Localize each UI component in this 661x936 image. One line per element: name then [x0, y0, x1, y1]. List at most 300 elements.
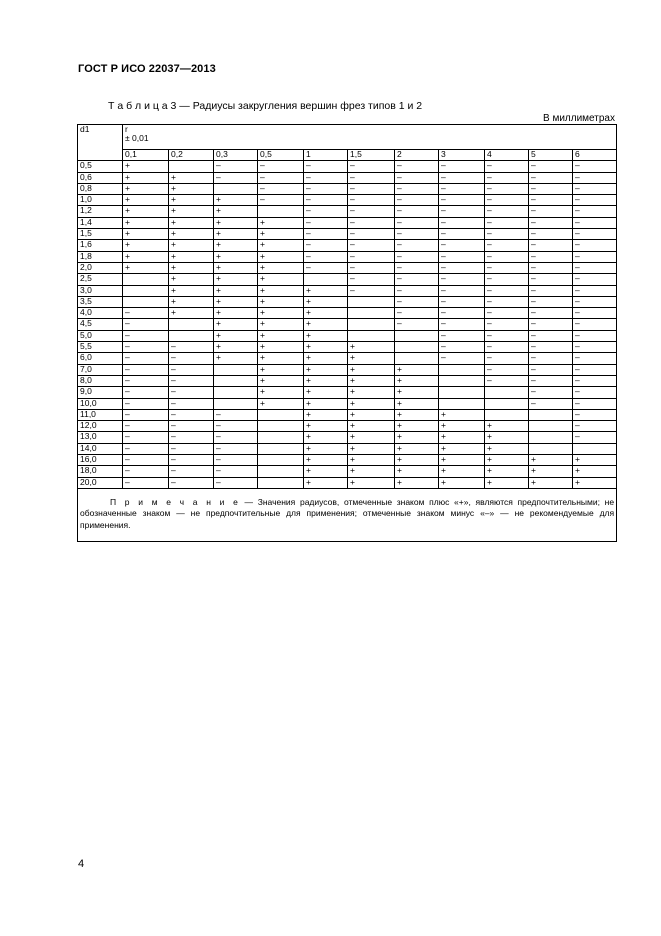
header-r-value: 4 — [485, 150, 529, 161]
table-row — [78, 409, 617, 420]
table-cell: + — [214, 229, 258, 240]
table-cell: – — [485, 161, 529, 172]
row-d1: 1,0 — [78, 195, 123, 206]
table-cell: – — [214, 421, 258, 432]
table-cell — [348, 308, 395, 319]
table-cell: + — [348, 353, 395, 364]
table-cell: + — [304, 308, 348, 319]
note-label: П р и м е ч а н и е — [110, 496, 240, 507]
table-cell — [348, 319, 395, 330]
row-d1: 10,0 — [78, 398, 123, 409]
table-row — [78, 319, 617, 330]
table-cell: – — [169, 375, 214, 386]
table-cell: – — [529, 364, 573, 375]
table-row — [78, 375, 617, 386]
table-cell: + — [573, 477, 617, 488]
table-row — [78, 195, 617, 206]
row-d1: 5,5 — [78, 342, 123, 353]
table-cell: – — [304, 183, 348, 194]
table-cell: + — [395, 443, 439, 454]
table-cell: – — [395, 206, 439, 217]
table-cell: + — [123, 161, 169, 172]
table-row — [78, 421, 617, 432]
table-cell: – — [529, 387, 573, 398]
table-cell: + — [123, 172, 169, 183]
table-cell: – — [169, 432, 214, 443]
table-cell: + — [348, 387, 395, 398]
table-cell: + — [169, 251, 214, 262]
table-cell: – — [529, 161, 573, 172]
table-cell: – — [485, 251, 529, 262]
table-cell: + — [214, 330, 258, 341]
header-r-value: 6 — [573, 150, 617, 161]
table-row — [78, 217, 617, 228]
table-cell: – — [529, 330, 573, 341]
page-number: 4 — [78, 858, 85, 870]
row-d1: 11,0 — [78, 409, 123, 420]
table-cell: + — [395, 432, 439, 443]
table-cell: + — [169, 262, 214, 273]
table-cell — [485, 409, 529, 420]
table-cell: + — [258, 274, 304, 285]
table-cell: – — [439, 251, 485, 262]
table-cell: + — [304, 432, 348, 443]
table-cell: + — [395, 387, 439, 398]
table-cell: + — [214, 274, 258, 285]
table-cell: – — [529, 308, 573, 319]
table-cell: + — [169, 195, 214, 206]
table-cell: – — [485, 172, 529, 183]
table-cell: – — [439, 353, 485, 364]
table-cell: + — [439, 443, 485, 454]
table-cell: – — [214, 161, 258, 172]
table-cell: + — [395, 398, 439, 409]
table-cell: + — [169, 172, 214, 183]
table-cell: – — [123, 353, 169, 364]
table-cell — [348, 296, 395, 307]
table-cell: + — [348, 375, 395, 386]
table-cell: + — [214, 308, 258, 319]
table-cell: + — [439, 432, 485, 443]
row-d1: 9,0 — [78, 387, 123, 398]
table-cell: + — [304, 398, 348, 409]
table-row — [78, 364, 617, 375]
table-cell: – — [123, 443, 169, 454]
table-cell: – — [395, 217, 439, 228]
table-cell: – — [529, 375, 573, 386]
table-cell: + — [123, 195, 169, 206]
table-cell: – — [169, 455, 214, 466]
table-cell: + — [169, 217, 214, 228]
table-cell: – — [573, 432, 617, 443]
table-cell: – — [529, 296, 573, 307]
table-cell: + — [395, 466, 439, 477]
row-d1: 1,6 — [78, 240, 123, 251]
table-cell: – — [304, 240, 348, 251]
header-r-tolerance: ± 0,01 — [125, 133, 149, 143]
table-cell: – — [485, 183, 529, 194]
table-cell: + — [258, 342, 304, 353]
table-cell: – — [395, 229, 439, 240]
header-r-value: 1 — [304, 150, 348, 161]
table-cell: + — [214, 251, 258, 262]
table-cell: – — [258, 183, 304, 194]
row-d1: 20,0 — [78, 477, 123, 488]
table-caption: Т а б л и ц а 3 — Радиусы закругления вершин фрез типов 1 и 2 — [108, 100, 423, 112]
table-cell: + — [304, 319, 348, 330]
table-cell: – — [485, 274, 529, 285]
table-row — [78, 262, 617, 273]
table-cell: – — [395, 274, 439, 285]
table-cell: + — [304, 375, 348, 386]
table-cell — [485, 398, 529, 409]
table-cell: + — [485, 432, 529, 443]
table-cell: + — [304, 342, 348, 353]
table-cell: – — [123, 477, 169, 488]
table-cell: – — [485, 262, 529, 273]
table-cell: – — [214, 443, 258, 454]
table-cell: + — [439, 455, 485, 466]
table-cell: – — [395, 240, 439, 251]
table-cell: + — [304, 477, 348, 488]
table-cell: + — [214, 296, 258, 307]
table-cell: – — [214, 409, 258, 420]
row-d1: 0,5 — [78, 161, 123, 172]
header-d1: d1 — [78, 125, 123, 161]
table-cell: + — [214, 285, 258, 296]
table-cell: – — [439, 206, 485, 217]
table-cell: + — [123, 229, 169, 240]
table-row — [78, 206, 617, 217]
table-cell: + — [485, 466, 529, 477]
row-d1: 5,0 — [78, 330, 123, 341]
table-cell — [529, 421, 573, 432]
table-cell: + — [348, 342, 395, 353]
table-body — [78, 161, 617, 489]
table-cell: – — [439, 262, 485, 273]
row-d1: 1,8 — [78, 251, 123, 262]
table-cell: – — [485, 308, 529, 319]
table-cell: + — [258, 375, 304, 386]
table-cell: – — [573, 251, 617, 262]
table-cell: – — [529, 172, 573, 183]
table-row — [78, 387, 617, 398]
table-cell — [439, 387, 485, 398]
table-cell: + — [258, 353, 304, 364]
table-row — [78, 161, 617, 172]
row-d1: 18,0 — [78, 466, 123, 477]
table-cell — [169, 319, 214, 330]
table-row — [78, 285, 617, 296]
table-cell: – — [439, 240, 485, 251]
table-row — [78, 353, 617, 364]
table-cell: + — [258, 285, 304, 296]
table-cell: – — [573, 308, 617, 319]
table-cell: + — [258, 251, 304, 262]
table-cell: – — [169, 477, 214, 488]
table-cell: – — [395, 296, 439, 307]
table-cell: – — [258, 161, 304, 172]
table-cell: – — [123, 421, 169, 432]
table-cell: – — [573, 409, 617, 420]
table-cell: + — [304, 409, 348, 420]
table-cell: + — [258, 308, 304, 319]
table-cell: – — [395, 285, 439, 296]
table-cell: – — [169, 409, 214, 420]
table-cell: – — [169, 398, 214, 409]
table-cell: – — [573, 262, 617, 273]
table-cell — [214, 364, 258, 375]
table-cell: + — [258, 217, 304, 228]
table-cell: + — [304, 364, 348, 375]
table-cell: + — [439, 466, 485, 477]
table-cell: – — [169, 342, 214, 353]
table-cell: + — [214, 353, 258, 364]
table-cell — [123, 285, 169, 296]
table-cell: + — [123, 251, 169, 262]
table-cell: – — [348, 172, 395, 183]
table-cell: – — [573, 274, 617, 285]
table-cell: – — [485, 240, 529, 251]
table-row — [78, 183, 617, 194]
table-cell: – — [485, 375, 529, 386]
table-cell: + — [123, 206, 169, 217]
table-cell: – — [485, 217, 529, 228]
table-cell: – — [485, 364, 529, 375]
table-cell: + — [304, 285, 348, 296]
table-cell: – — [348, 161, 395, 172]
header-r-value: 0,2 — [169, 150, 214, 161]
table-cell: – — [169, 387, 214, 398]
table-cell: + — [258, 330, 304, 341]
table-cell: + — [123, 240, 169, 251]
table-cell: – — [169, 364, 214, 375]
note-text: — Значения радиусов, отмеченные знаком плюс «+», являются предпочтительными; не обозначенные знаком — не предпочтительные для применения; отмеченные знаком минус «–» — не рекомендуемые для применения. — [80, 496, 615, 530]
table-cell — [258, 443, 304, 454]
table-cell: + — [304, 421, 348, 432]
table-cell: – — [123, 330, 169, 341]
table-cell: + — [348, 432, 395, 443]
table-cell — [348, 330, 395, 341]
table-cell — [258, 409, 304, 420]
table-cell: – — [123, 364, 169, 375]
table-cell: – — [573, 161, 617, 172]
table-cell: + — [485, 477, 529, 488]
table-cell: – — [439, 183, 485, 194]
table-cell: – — [348, 183, 395, 194]
table-row — [78, 229, 617, 240]
table-cell: – — [529, 262, 573, 273]
table-cell: – — [573, 229, 617, 240]
table-cell: – — [348, 206, 395, 217]
table-cell: – — [485, 353, 529, 364]
table-cell: + — [258, 296, 304, 307]
table-cell: + — [169, 285, 214, 296]
table-cell: – — [214, 432, 258, 443]
table-cell — [214, 183, 258, 194]
table-cell: – — [573, 183, 617, 194]
table-row — [78, 274, 617, 285]
table-cell: + — [348, 477, 395, 488]
table-cell: – — [485, 229, 529, 240]
table-cell: – — [529, 195, 573, 206]
header-r-value: 0,3 — [214, 150, 258, 161]
table-cell: – — [573, 319, 617, 330]
row-d1: 0,8 — [78, 183, 123, 194]
table-cell: – — [214, 466, 258, 477]
table-cell: + — [304, 387, 348, 398]
table-cell: + — [304, 455, 348, 466]
table-cell: + — [304, 443, 348, 454]
table-cell: + — [214, 240, 258, 251]
table-cell: – — [123, 308, 169, 319]
table-cell: – — [214, 455, 258, 466]
header-r-symbol: r — [125, 124, 128, 134]
table-cell: – — [214, 477, 258, 488]
table-cell — [529, 409, 573, 420]
table-cell: – — [439, 217, 485, 228]
row-d1: 2,5 — [78, 274, 123, 285]
table-cell: – — [169, 443, 214, 454]
table-cell: – — [529, 398, 573, 409]
table-cell: – — [395, 319, 439, 330]
table-cell: – — [123, 398, 169, 409]
table-cell: + — [395, 421, 439, 432]
table-cell: – — [573, 296, 617, 307]
header-r-value: 5 — [529, 150, 573, 161]
table-cell — [169, 330, 214, 341]
table-cell — [439, 398, 485, 409]
table-cell — [485, 387, 529, 398]
table-cell: – — [348, 285, 395, 296]
table-row — [78, 251, 617, 262]
units-label: В миллиметрах — [543, 113, 615, 124]
table-cell: – — [395, 161, 439, 172]
table-cell: + — [529, 477, 573, 488]
table-cell — [123, 274, 169, 285]
table-cell: – — [348, 240, 395, 251]
table-cell: – — [573, 195, 617, 206]
table-row — [78, 443, 617, 454]
table-cell: + — [348, 398, 395, 409]
table-cell: – — [304, 217, 348, 228]
row-d1: 4,0 — [78, 308, 123, 319]
table-cell: – — [529, 206, 573, 217]
table-cell — [573, 443, 617, 454]
table-cell: – — [485, 342, 529, 353]
table-cell: – — [529, 229, 573, 240]
table-cell: + — [214, 262, 258, 273]
header-r-value: 0,1 — [123, 150, 169, 161]
note-row — [78, 488, 617, 541]
table-cell: – — [395, 308, 439, 319]
table-cell: – — [304, 229, 348, 240]
table-cell: – — [485, 296, 529, 307]
table-cell: – — [348, 229, 395, 240]
row-d1: 1,4 — [78, 217, 123, 228]
table-cell: – — [573, 353, 617, 364]
table-cell: – — [439, 319, 485, 330]
table-cell: + — [348, 409, 395, 420]
table-cell: – — [485, 285, 529, 296]
table-cell: + — [169, 183, 214, 194]
table-cell: + — [485, 443, 529, 454]
table-cell: – — [573, 330, 617, 341]
table-cell: + — [214, 319, 258, 330]
table-cell: + — [258, 387, 304, 398]
table-cell: + — [169, 308, 214, 319]
table-cell: + — [214, 217, 258, 228]
table-cell: – — [304, 262, 348, 273]
table-cell: – — [573, 172, 617, 183]
table-cell: + — [395, 477, 439, 488]
table-cell: + — [485, 421, 529, 432]
table-cell: – — [395, 183, 439, 194]
table-cell: – — [123, 319, 169, 330]
table-cell: – — [573, 217, 617, 228]
table-cell: + — [529, 455, 573, 466]
table-cell: – — [439, 161, 485, 172]
table-cell: + — [348, 421, 395, 432]
table-cell: – — [573, 398, 617, 409]
table-cell: + — [395, 364, 439, 375]
table-cell — [214, 398, 258, 409]
table-row — [78, 466, 617, 477]
table-cell: – — [348, 274, 395, 285]
table-cell — [395, 342, 439, 353]
table-cell: + — [395, 455, 439, 466]
document-header: ГОСТ Р ИСО 22037—2013 — [78, 63, 216, 75]
header-r — [123, 125, 617, 150]
table-cell: – — [529, 353, 573, 364]
table-cell: + — [395, 409, 439, 420]
row-d1: 6,0 — [78, 353, 123, 364]
table-cell: + — [214, 206, 258, 217]
table-cell: – — [573, 342, 617, 353]
table-cell: – — [304, 161, 348, 172]
table-cell: + — [214, 195, 258, 206]
table-cell: + — [123, 262, 169, 273]
table-cell: – — [169, 421, 214, 432]
header-r-value: 3 — [439, 150, 485, 161]
table-cell — [123, 296, 169, 307]
table-cell — [169, 161, 214, 172]
row-d1: 0,6 — [78, 172, 123, 183]
table-cell: – — [573, 375, 617, 386]
table-cell: + — [169, 229, 214, 240]
table-cell: – — [123, 409, 169, 420]
table-cell: + — [169, 296, 214, 307]
table-cell — [439, 375, 485, 386]
table-cell — [395, 330, 439, 341]
table-cell: – — [573, 387, 617, 398]
table-cell: + — [258, 319, 304, 330]
table-cell: + — [258, 364, 304, 375]
table-cell: – — [123, 342, 169, 353]
table-cell — [214, 387, 258, 398]
row-d1: 12,0 — [78, 421, 123, 432]
row-d1: 4,5 — [78, 319, 123, 330]
table-cell: + — [439, 409, 485, 420]
table-cell — [304, 274, 348, 285]
table-cell: – — [439, 274, 485, 285]
table-row — [78, 477, 617, 488]
table-cell: – — [258, 172, 304, 183]
table-cell: – — [123, 466, 169, 477]
table-cell: – — [123, 387, 169, 398]
table-cell: – — [214, 172, 258, 183]
table-cell: – — [529, 342, 573, 353]
